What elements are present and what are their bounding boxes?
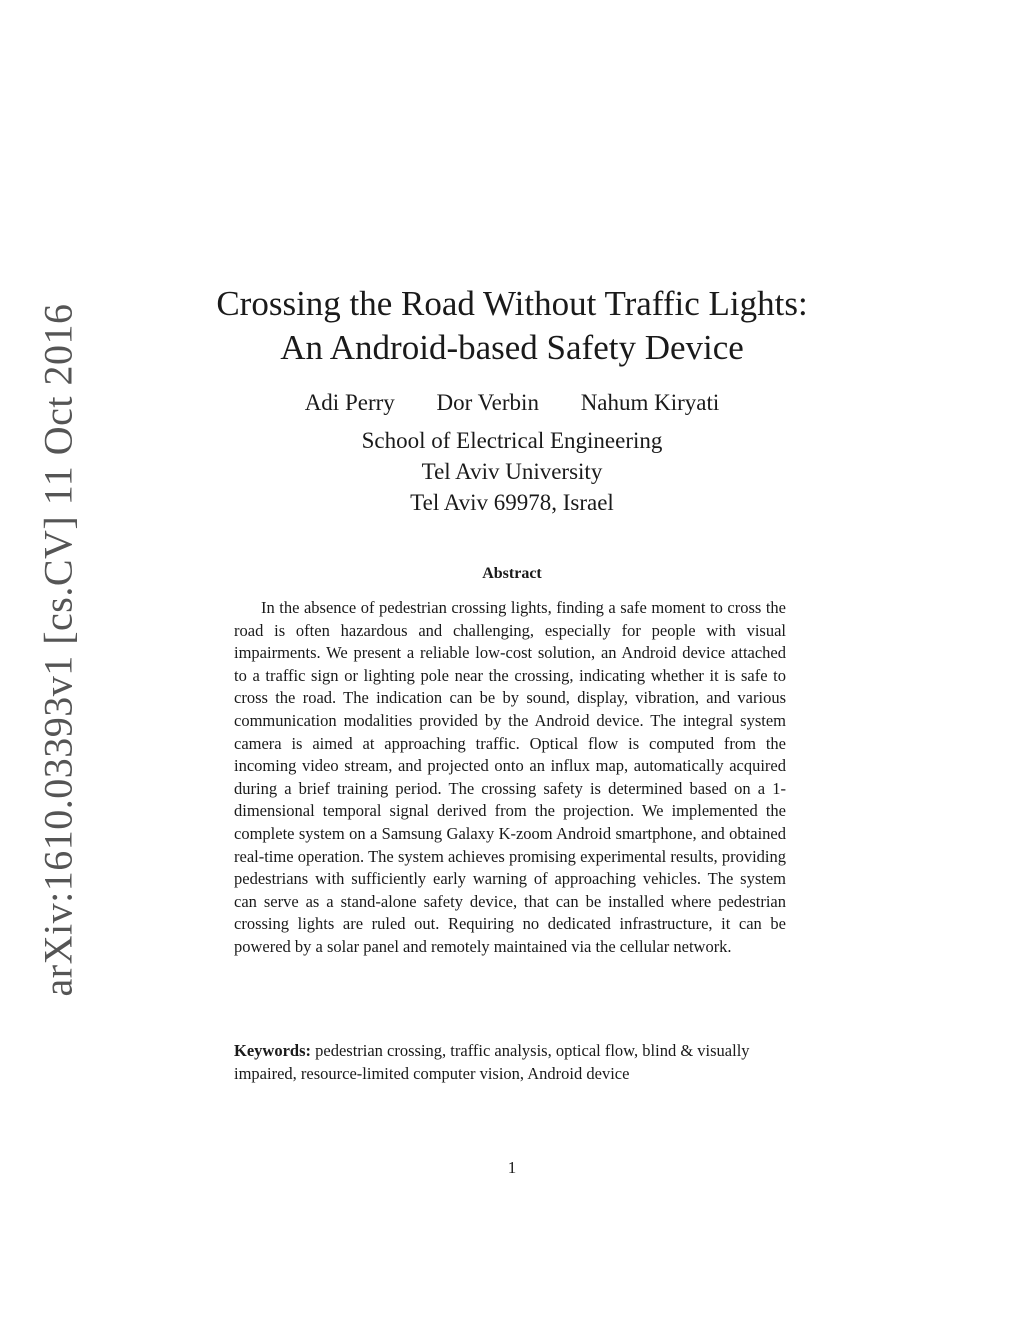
keywords-label: Keywords: xyxy=(234,1041,311,1060)
keywords xyxy=(234,1040,786,1085)
arxiv-identifier-stamp: arXiv:1610.03393v1 [cs.CV] 11 Oct 2016 xyxy=(35,303,81,997)
affiliation-address: Tel Aviv 69978, Israel xyxy=(410,490,614,515)
author-name: Nahum Kiryati xyxy=(580,390,720,415)
affiliation-school: School of Electrical Engineering xyxy=(361,428,663,453)
title-line-1: Crossing the Road Without Traffic Lights: xyxy=(216,284,808,323)
affiliation-university: Tel Aviv University xyxy=(421,459,603,484)
page-number: 1 xyxy=(507,1158,517,1177)
abstract-heading: Abstract xyxy=(482,565,542,582)
paper-title xyxy=(0,282,1024,370)
title-line-2: An Android-based Safety Device xyxy=(280,328,744,367)
author-name: Dor Verbin xyxy=(436,390,539,415)
affiliation xyxy=(0,425,1024,518)
keywords-text: pedestrian crossing, traffic analysis, optical flow, blind & visually impaired, resource-limited computer vision, Android device xyxy=(234,1041,750,1083)
abstract-body: In the absence of pedestrian crossing lights, finding a safe moment to cross the road is often hazardous and challenging, especially for people with visual impairments. We present a reliable low-cost solution, an Android device attached to a traffic sign or lighting pole near the crossing, indicating whether it is safe to cross the road. The indication can be by sound, display, vibration, and various communication modalities provided by the Android device. The integral system camera is aimed at approaching traffic. Optical flow is computed from the incoming video stream, and projected onto an influx map, automatically acquired during a brief training period. The crossing safety is determined based on a 1-dimensional temporal signal derived from the projection. We implemented the complete system on a Samsung Galaxy K-zoom Android smartphone, and obtained real-time operation. The system achieves promising experimental results, providing pedestrians with sufficiently early warning of approaching vehicles. The system can serve as a stand-alone safety device, that can be installed where pedestrian crossing lights are ruled out. Requiring no dedicated infrastructure, it can be powered by a solar panel and remotely maintained via the cellular network. xyxy=(234,598,786,956)
author-list xyxy=(0,390,1024,416)
author-name: Adi Perry xyxy=(304,390,395,415)
